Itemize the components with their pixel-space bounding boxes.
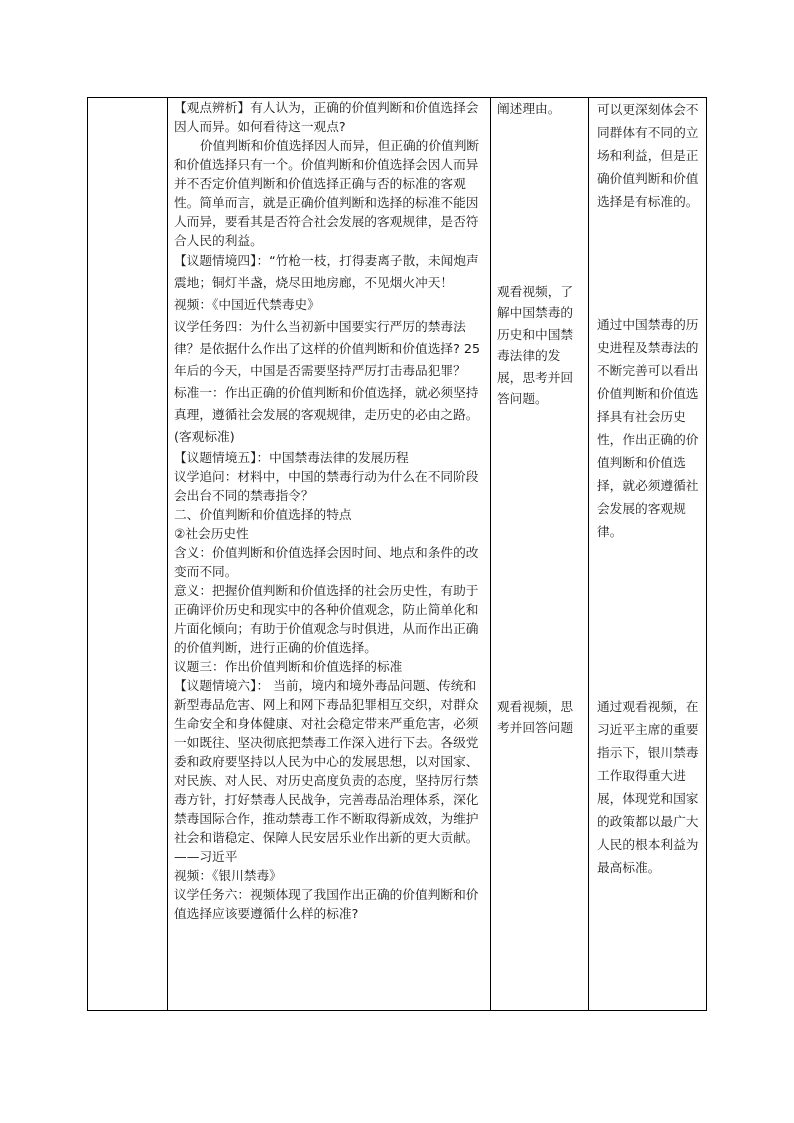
student-activity-3: 观看视频，思考并回答问题 <box>497 698 574 735</box>
student-activity-1: 阐述理由。 <box>497 101 561 116</box>
standard-one: 标准一：作出正确的价值判断和价值选择，就必须坚持真理，遵循社会发展的客观规律，走历史的必由之路。(客观标准) <box>174 385 479 444</box>
video-title: 视频：《中国近代禁毒史》 <box>174 297 320 312</box>
scenario-five: 【议题情境五】：中国禁毒法律的发展历程 <box>174 450 409 465</box>
scenario-six: 【议题情境六】： 当前，境内和境外毒品问题、传统和新型毒品危害、网上和网下毒品犯罪相互交织，对群众生命安全和身体健康、对社会稳定带来严重危害，必须一如既往、坚决彻底把禁毒工作深入进行下去。各级党委和政府要坚持以人民为中心的发展思想，以对国家、对民族、对人民、对历史高度负责的态度，坚持厉行禁毒方针，打好禁毒人民战争，完善毒品治理体系，深化禁毒国际合作，推动禁毒工作不断取得新成效，为维护社会和谐稳定、保障人民安居乐业作出新的更大贡献。 <box>174 678 479 845</box>
section-heading: 二、价值判断和价值选择的特点 <box>174 507 352 522</box>
video-title-2: 视频：《银川禁毒》 <box>174 868 282 883</box>
viewpoint-analysis: 【观点辨析】有人认为，正确的价值判断和价值选择会因人而异。如何看待这一观点? <box>174 100 479 134</box>
column-intent <box>589 98 707 1010</box>
design-intent-1: 可以更深刻体会不同群体有不同的立场和利益，但是正确价值判断和价值选择是有标准的。 <box>597 102 699 209</box>
spacer <box>497 410 585 696</box>
lesson-table <box>87 97 707 1011</box>
spacer <box>497 120 585 281</box>
spacer <box>597 213 703 313</box>
student-activity-2: 观看视频，了解中国禁毒的历史和中国禁毒法律的发展，思考并回答问题。 <box>497 283 574 406</box>
significance: 意义：把握价值判断和价值选择的社会历史性，有助于正确评价历史和现实中的各种价值观念，防止简单化和片面化倾向；有助于价值观念与时俱进，从而作出正确的价值判断，进行正确的价值选择。 <box>174 583 479 655</box>
task-six: 议学任务六：视频体现了我国作出正确的价值判断和价值选择应该要遵循什么样的标准? <box>174 887 479 921</box>
scenario-four: 【议题情境四】：“竹枪一枝，打得妻离子散，未闻炮声震地；铜灯半盏，烧尽田地房廊，不见烟火冲天！ <box>174 253 479 290</box>
spacer <box>597 543 703 695</box>
design-intent-2: 通过中国禁毒的历史进程及禁毒法的不断完善可以看出价值判断和价值选择具有社会历史性，作出正确的价值判断和价值选择，就必须遵循社会发展的客观规律。 <box>597 317 699 539</box>
design-intent-3: 通过观看视频，在习近平主席的重要指示下，银川禁毒工作取得重大进展，体现党和国家的政策都以最广大人民的根本利益为最高标准。 <box>597 699 699 875</box>
column-student <box>491 98 588 1010</box>
column-stage <box>88 98 167 1010</box>
topic-three: 议题三：作出价值判断和价值选择的标准 <box>174 659 403 674</box>
task-four: 议学任务四：为什么当初新中国要实行严厉的禁毒法律？是依据什么作出了这样的价值判断和价值选择? 25年后的今天，中国是否需要坚持严厉打击毒品犯罪？ <box>174 319 481 378</box>
subsection-heading: ②社会历史性 <box>174 526 249 541</box>
viewpoint-answer: 价值判断和价值选择因人而异，但正确的价值判断和价值选择只有一个。价值判断和价值选择会因人而异并不否定价值判断和价值选择正确与否的标准的客观性。简单而言，就是正确价值判断和选择的标准不能因人而异，要看其是否符合社会发展的客观规律，是否符合人民的利益。 <box>174 138 480 248</box>
column-content <box>168 98 490 1010</box>
quote-author: ——习近平 <box>174 849 238 864</box>
follow-up-question: 议学追问：材料中，中国的禁毒行动为什么在不同阶段会出台不同的禁毒指令？ <box>174 469 479 503</box>
definition: 含义：价值判断和价值选择会因时间、地点和条件的改变而不同。 <box>174 545 479 579</box>
